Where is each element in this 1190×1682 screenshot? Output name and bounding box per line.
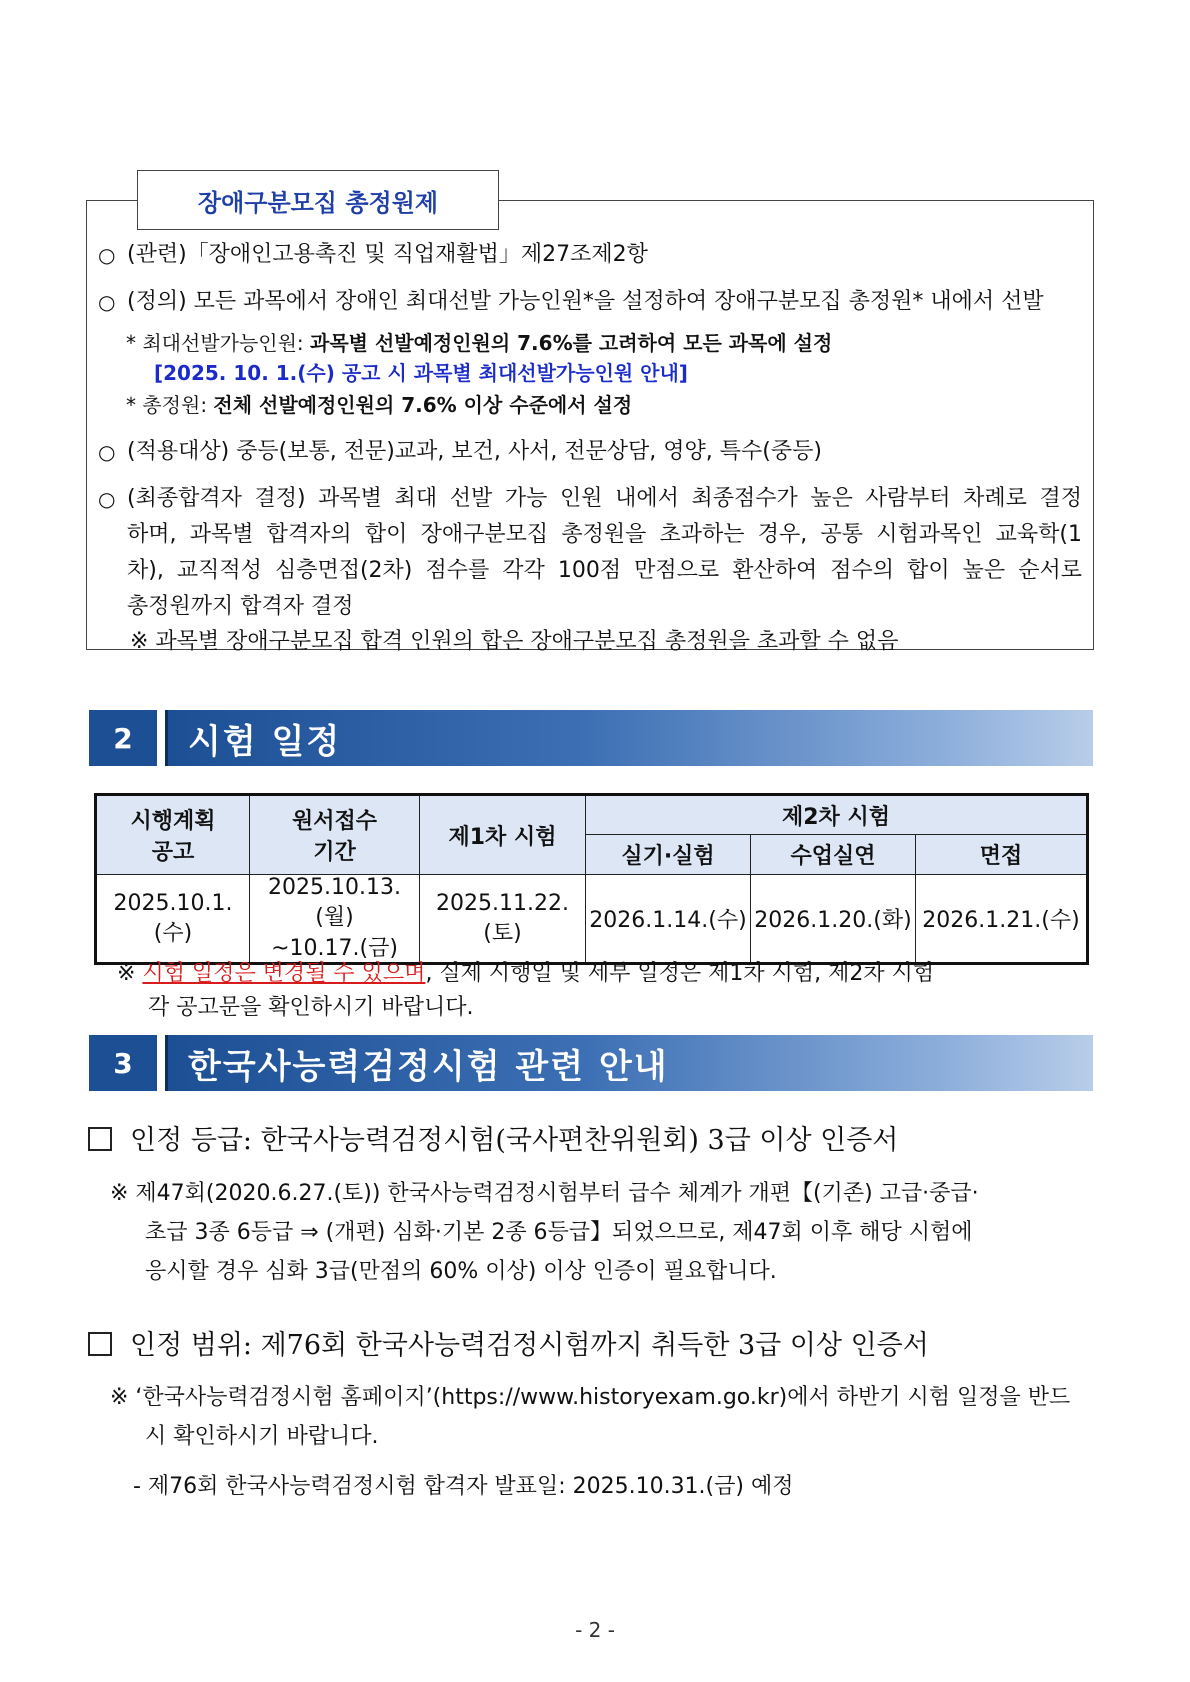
cell-lesson: 2026.1.20.(화) xyxy=(751,875,916,964)
related-law: (관련)「장애인고용촉진 및 직업재활법」제27조제2항 xyxy=(127,242,648,267)
grade-note-2: 초급 3종 6등급 ⇒ (개편) 심화·기본 2종 6등급】되었으므로, 제47회 이후 해당 시험에 xyxy=(145,1220,973,1245)
bullet: ○ xyxy=(98,243,116,267)
total-label: * 총정원: xyxy=(126,393,208,417)
bullet: ○ xyxy=(98,440,116,464)
header-second: 제2차 시험 xyxy=(586,795,1088,835)
cell-first: 2025.11.22.(토) xyxy=(420,875,586,964)
scope-note-1: ※ ‘한국사능력검정시험 홈페이지’(https://www.historyexam.go.kr)에서 하반기 시험 일정을 반드 xyxy=(110,1385,1071,1410)
scope-item xyxy=(88,1327,929,1365)
header-practical: 실기·실험 xyxy=(586,835,751,875)
grade-text: 인정 등급: 한국사능력검정시험(국사편찬위원회) 3급 이상 인증서 xyxy=(130,1125,899,1156)
header-first: 제1차 시험 xyxy=(420,795,586,875)
final-line-2: 하며, 과목별 합격자의 합이 장애구분모집 총정원을 초과하는 경우, 공통 시험과목인 교육학(1 xyxy=(127,522,1082,547)
grade-note-3: 응시할 경우 심화 3급(만점의 60% 이상) 이상 인증이 필요합니다. xyxy=(145,1259,777,1284)
total-text: 전체 선발예정인원의 7.6% 이상 수준에서 설정 xyxy=(213,393,633,417)
definition: (정의) 모든 과목에서 장애인 최대선발 가능인원*을 설정하여 장애구분모집 총정원* 내에서 선발 xyxy=(127,289,1044,314)
box-title: 장애구분모집 총정원제 xyxy=(137,170,499,230)
page-number: - 2 - xyxy=(575,1618,615,1642)
section-number: 2 xyxy=(89,710,157,766)
schedule-table xyxy=(94,793,1089,965)
scope-dash: - 제76회 한국사능력검정시험 합격자 발표일: 2025.10.31.(금) 예정 xyxy=(133,1474,794,1499)
note-mark: ※ xyxy=(117,961,136,986)
cell-practical: 2026.1.14.(수) xyxy=(586,875,751,964)
section-title: 한국사능력검정시험 관련 안내 xyxy=(165,1035,1093,1091)
section-number: 3 xyxy=(89,1035,157,1091)
checkbox-square xyxy=(88,1127,112,1151)
scope-text: 인정 범위: 제76회 한국사능력검정시험까지 취득한 3급 이상 인증서 xyxy=(130,1330,929,1361)
cell-interview: 2026.1.21.(수) xyxy=(916,875,1088,964)
section-title: 시험 일정 xyxy=(165,710,1093,766)
final-line-4: 총정원까지 합격자 결정 xyxy=(127,594,354,619)
header-plan: 시행계획 공고 xyxy=(96,795,250,875)
header-interview: 면접 xyxy=(916,835,1088,875)
apply-target: (적용대상) 중등(보통, 전문)교과, 보건, 사서, 전문상담, 영양, 특수(중등) xyxy=(127,439,822,464)
max-link[interactable]: [2025. 10. 1.(수) 공고 시 과목별 최대선발가능인원 안내] xyxy=(154,361,688,385)
schedule-note xyxy=(117,957,1097,991)
final-line-1: (최종합격자 결정) 과목별 최대 선발 가능 인원 내에서 최종점수가 높은 사람부터 차례로 결정 xyxy=(127,486,1082,511)
total-note xyxy=(126,388,632,422)
bullet: ○ xyxy=(98,290,116,314)
bullet: ○ xyxy=(98,487,116,511)
cell-apply: 2025.10.13.(월) ~10.17.(금) xyxy=(250,875,420,964)
max-text: 과목별 선발예정인원의 7.6%를 고려하여 모든 과목에 설정 xyxy=(310,331,833,355)
scope-note-2: 시 확인하시기 바랍니다. xyxy=(145,1424,379,1449)
grade-item xyxy=(88,1122,898,1160)
header-apply: 원서접수 기간 xyxy=(250,795,420,875)
checkbox-square xyxy=(88,1332,112,1356)
note-rest: , 실제 시행일 및 세부 일정은 제1차 시험, 제2차 시험 xyxy=(425,961,935,986)
note-red: 시험 일정은 변경될 수 있으며 xyxy=(142,961,426,986)
grade-note-1: ※ 제47회(2020.6.27.(토)) 한국사능력검정시험부터 급수 체계가 개편【(기존) 고급·중급· xyxy=(110,1181,979,1206)
header-lesson: 수업실연 xyxy=(751,835,916,875)
max-label: * 최대선발가능인원: xyxy=(126,331,304,355)
schedule-note-2: 각 공고문을 확인하시기 바랍니다. xyxy=(148,995,474,1020)
max-note xyxy=(126,326,832,360)
cell-plan: 2025.10.1.(수) xyxy=(96,875,250,964)
final-line-3: 차), 교직적성 심층면접(2차) 점수를 각각 100점 만점으로 환산하여 점수의 합이 높은 순서로 xyxy=(127,558,1082,583)
final-note: ※ 과목별 장애구분모집 합격 인원의 합은 장애구분모집 총정원을 초과할 수 없음 xyxy=(130,629,899,654)
